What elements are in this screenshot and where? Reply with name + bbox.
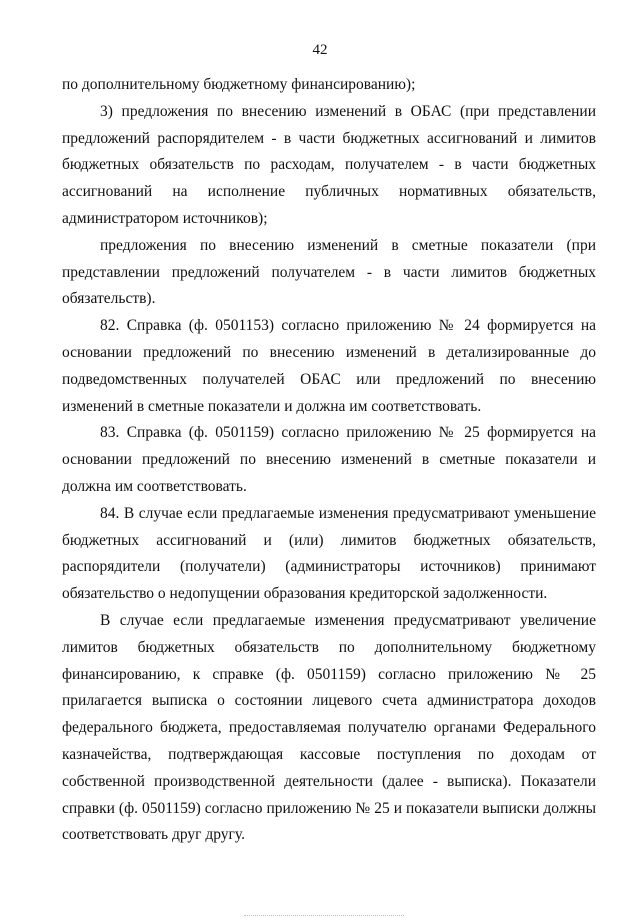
paragraph-84-continued: В случае если предлагаемые изменения предусматривают увеличение лимитов бюджетных обязательств по дополнительному бюджетному финансированию, к справке (ф. 0501159) согласно приложению № 25 прилагается выписка о состоянии лицевого счета администратора доходов федерального бюджета, предоставляемая получателю органами Федерального казначейства, подтверждающая кассовые поступления по доходам от собственной производственной деятельности (далее - выписка). Показатели справки (ф. 0501159) согласно приложению № 25 и показатели выписки должны соответствовать друг другу. xyxy=(62,611,596,844)
paragraph-estimate-proposals: предложения по внесению изменений в сметные показатели (при представлении предложений получателем - в части лимитов бюджетных обязательств). xyxy=(62,236,596,308)
paragraph-83: 83. Справка (ф. 0501159) согласно приложению № 25 формируется на основании предложений по внесению изменений в сметные показатели и должна им соответствовать. xyxy=(62,424,596,495)
paragraph-82: 82. Справка (ф. 0501153) согласно приложению № 24 формируется на основании предложений по внесению изменений в детализированные до подведомственных получателей ОБАС или предложений по внесению изменений в сметные показатели и должна им соответствовать. xyxy=(62,317,596,415)
paragraph-84: 84. В случае если предлагаемые изменения предусматривают уменьшение бюджетных ассигнований и (или) лимитов бюджетных обязательств, распорядители (получатели) (администраторы источников) принимают обязательство о недопущении образования кредиторской задолженности. xyxy=(62,504,596,603)
page-number: 42 xyxy=(312,42,328,58)
paragraph-item-3: 3) предложения по внесению изменений в ОБАС (при представлении предложений распорядителем - в части бюджетных ассигнований и лимитов бюджетных обязательств по расходам, получателем - в части бюджетных ассигнований на исполнение публичных нормативных обязательств, администратором источников); xyxy=(62,102,596,227)
scan-edge-line xyxy=(244,915,404,917)
paragraph-continuation: по дополнительному бюджетному финансированию); xyxy=(62,76,416,93)
document-body xyxy=(62,72,596,849)
